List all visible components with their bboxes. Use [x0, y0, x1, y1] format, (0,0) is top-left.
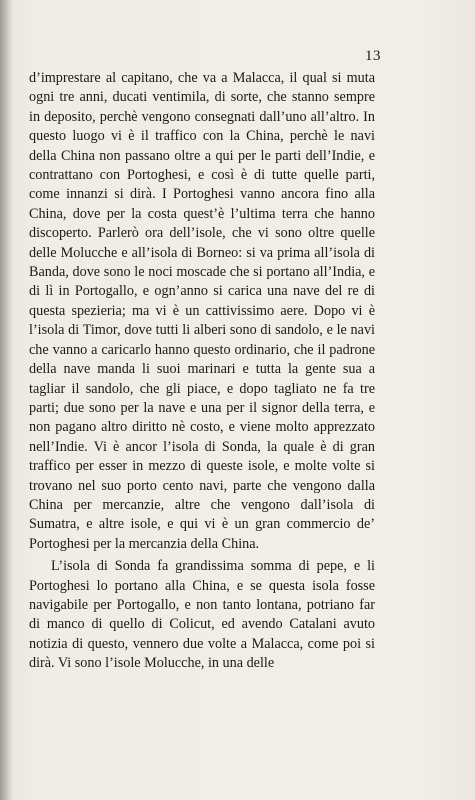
paragraph-2: L’isola di Sonda fa grandissima somma di pepe, e li Portoghesi lo portano alla China, e se questa isola fosse navigabile per Portogallo, e non tanto lontana, potriano far di manco di quello di Colicut, ed avendo Catalani avuto notizia di questo, vennero due volte a Malacca, come poi si dirà. Vi sono l’isole Molucche, in una delle: [29, 558, 375, 672]
body-text: [29, 69, 375, 674]
gutter-shadow: [0, 0, 12, 800]
page-number: 13: [365, 48, 381, 64]
paragraph-1: d’imprestare al capitano, che va a Malacca, il qual si muta ogni tre anni, ducati ventimila, di sorte, che stanno sempre in deposito, perchè vengono consegnati dall’uno all’altro. In questo luogo vi è il traffico con la China, perchè le navi della China non passano oltre a qui per le parti dell’Indie, e contrattano con Portoghesi, e così è di tutte quelle parti, come innanzi si dirà. I Portoghesi vanno ancora fino alla China, dove per la costa quest’è l’ultima terra che hanno discoperto. Parlerò ora dell’isole, che vi sono oltre quelle delle Molucche e all’isola di Borneo: si va prima all’isola di Banda, dove sono le noci moscade che si portano all’India, e di lì in Portogallo, e ogn’anno si carica una nave del re di questa spezieria; ma vi è un cattivissimo aere. Dopo vi è l’isola di Timor, dove tutti li alberi sono di sandolo, e le navi che vanno a caricarlo hanno questo ordinario, che il padrone della nave manda li suoi marinari e tutta la gente sua a tagliar il sandolo, che gli piace, e dopo tagliato ne fa tre parti; due sono per la nave e una per il signor della terra, e non pagano altro diritto nè costo, e viene molto apprezzato nell’Indie. Vi è ancor l’isola di Sonda, la quale è di gran traffico per esser in mezzo di queste isole, e molte volte si trovano nel suo porto cento navi, parte che vengono dalla China per mercanzie, altre che vengono dall’isola di Sumatra, e altre isole, e qui vi è un gran commercio de’ Portoghesi per la mercanzia della China.: [29, 70, 375, 552]
